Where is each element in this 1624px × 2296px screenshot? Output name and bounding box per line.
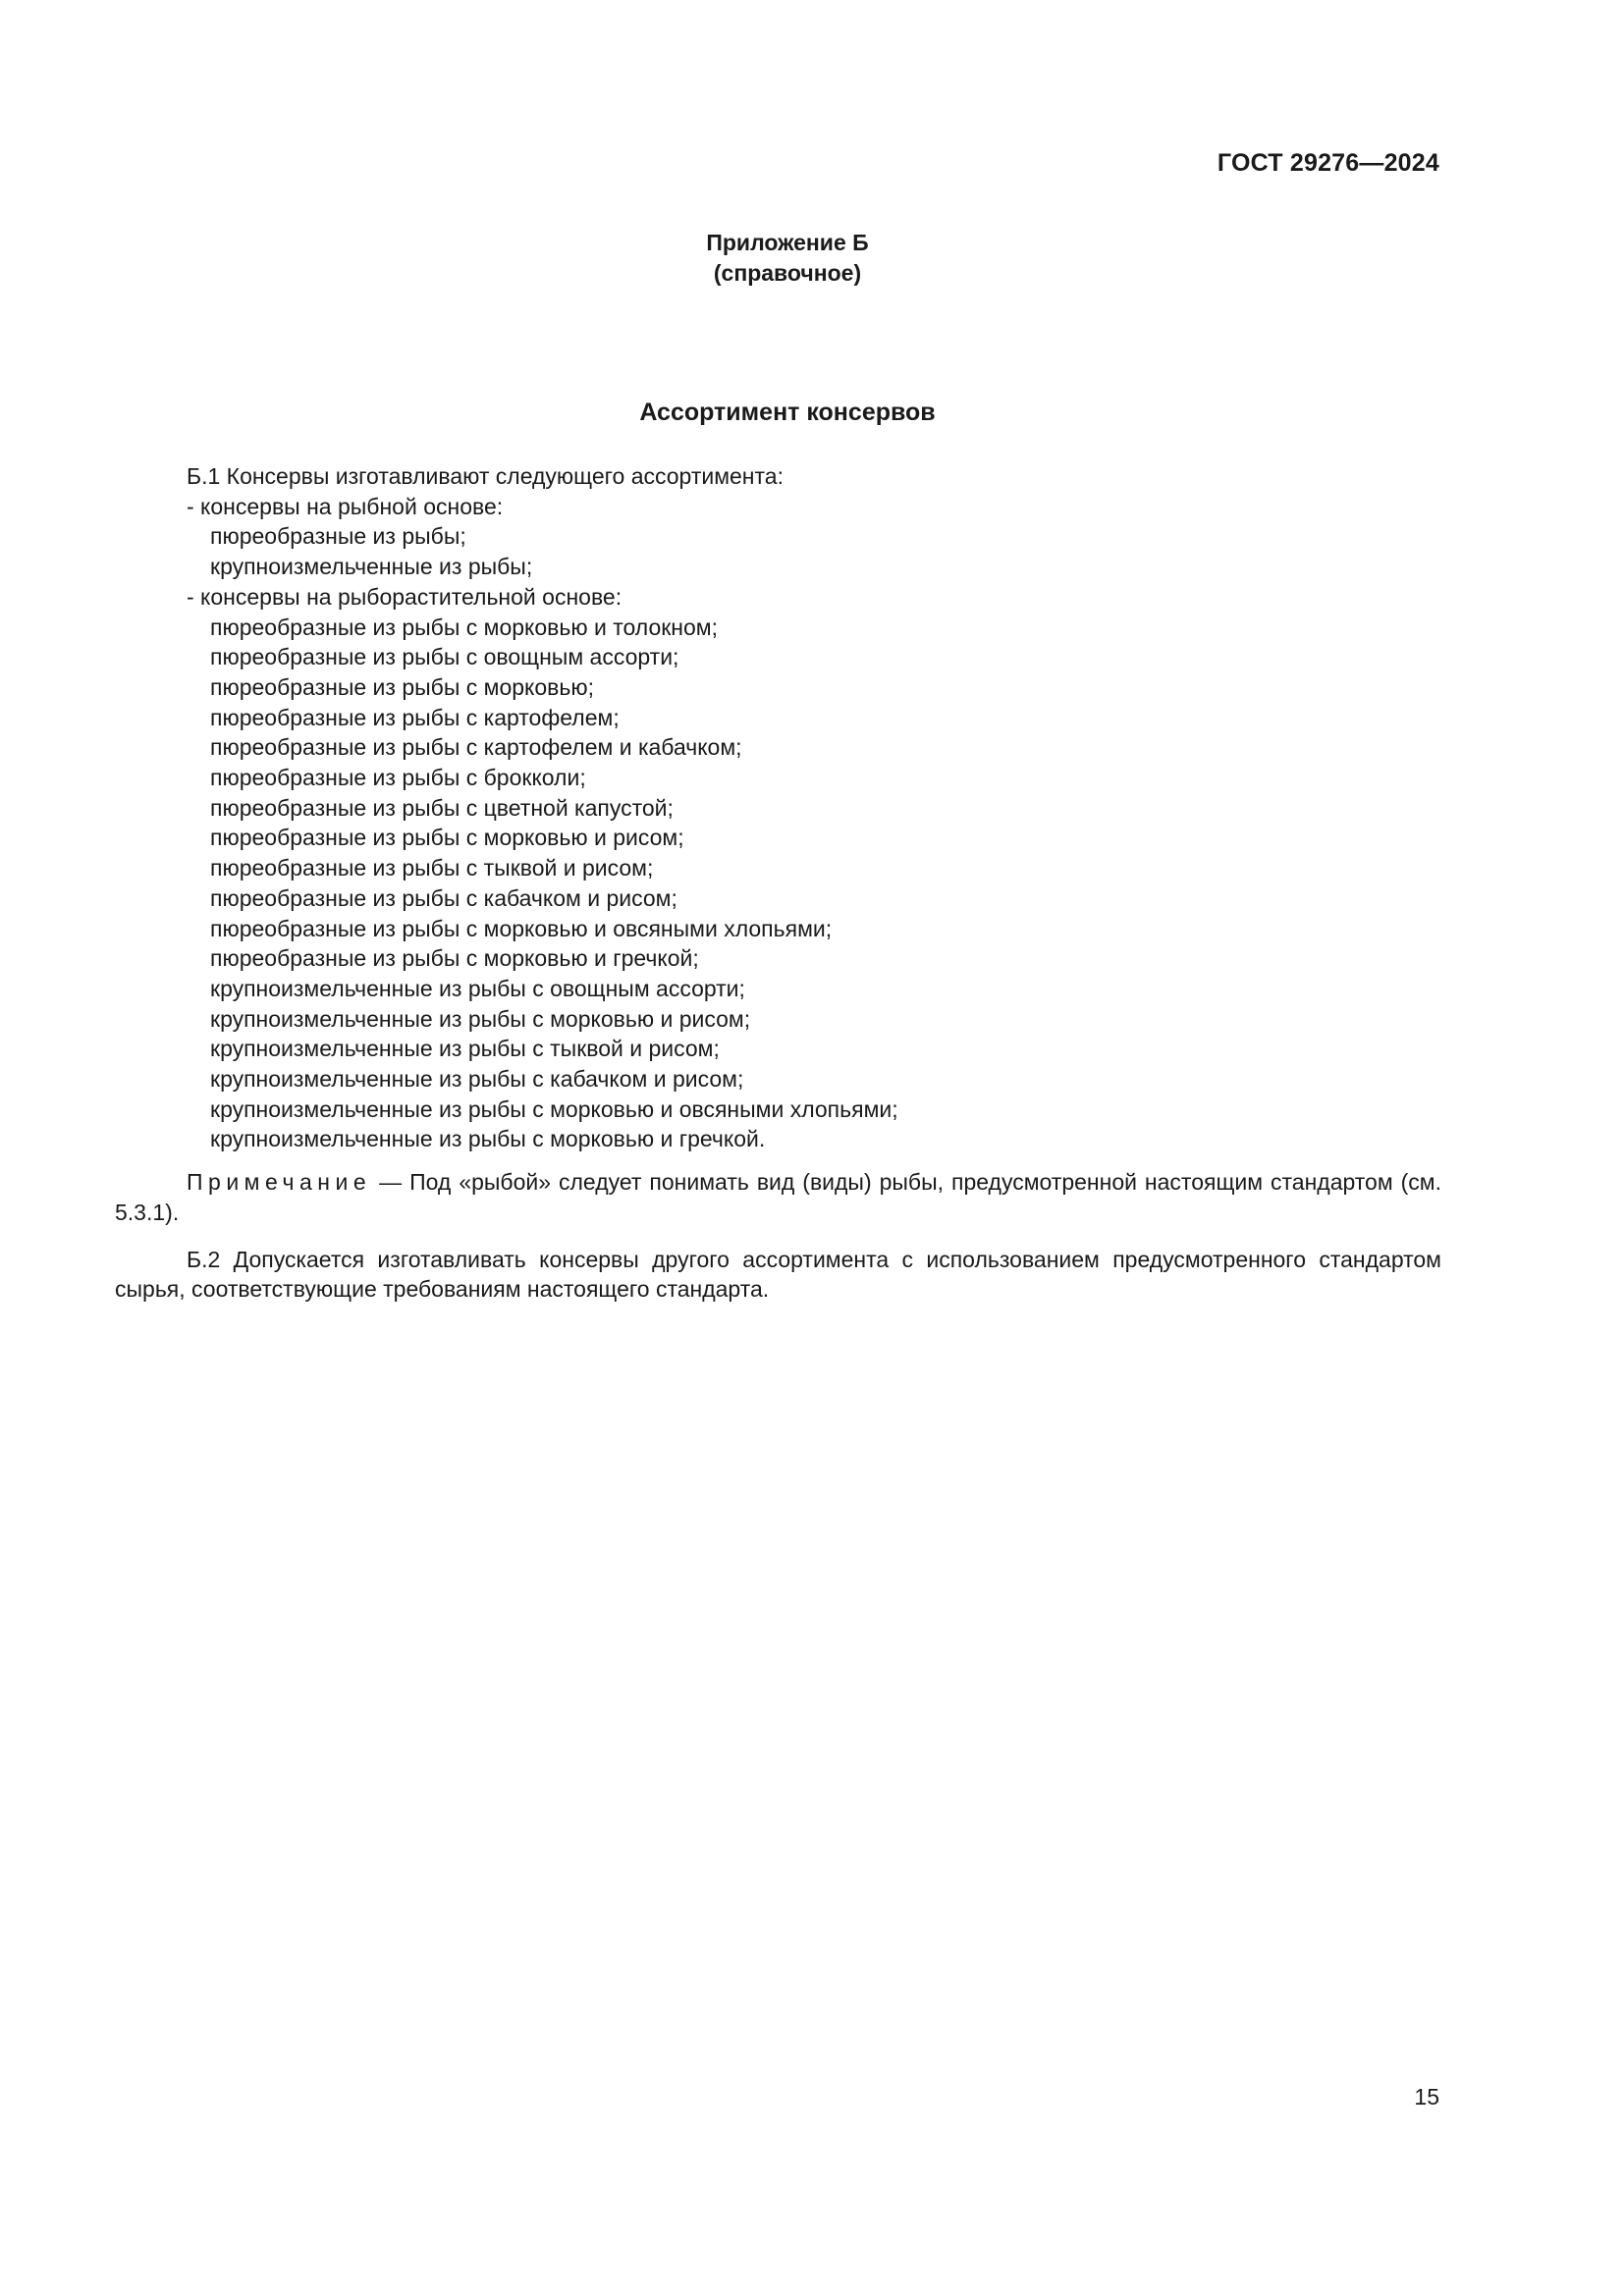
paragraph-b2: Б.2 Допускается изготавливать консервы другого ассортимента с использованием предусмотренного стандартом сырья, соответствующие требованиям настоящего стандарта. [115, 1246, 1441, 1303]
document-body [115, 461, 1441, 1305]
note-text: — Под «рыбой» следует понимать вид (виды) рыбы, предусмотренной настоящим стандартом (см. 5.3.1). [115, 1169, 1441, 1225]
list-group-label: - консервы на рыбной основе: [187, 493, 504, 519]
list-item: крупноизмельченные из рыбы с тыквой и рисом; [210, 1036, 720, 1062]
list-item: пюреобразные из рыбы с морковью и гречкой; [210, 945, 699, 972]
list-item: пюреобразные из рыбы с цветной капустой; [210, 794, 674, 821]
list-item: пюреобразные из рыбы с брокколи; [210, 765, 586, 791]
paragraph-b1-intro: Б.1 Консервы изготавливают следующего ассортимента: [187, 463, 784, 489]
list-group [115, 582, 1441, 1154]
list-item: крупноизмельченные из рыбы с морковью и овсяными хлопьями; [210, 1095, 898, 1122]
list-item: пюреобразные из рыбы с картофелем и кабачком; [210, 734, 742, 761]
list-item: крупноизмельченные из рыбы с овощным ассорти; [210, 975, 745, 1001]
list-item: пюреобразные из рыбы с морковью и рисом; [210, 825, 684, 851]
list-group [115, 492, 1441, 582]
list-item: пюреобразные из рыбы с овощным ассорти; [210, 644, 679, 670]
list-item: крупноизмельченные из рыбы с кабачком и рисом; [210, 1066, 744, 1093]
annex-heading [0, 228, 1575, 289]
list-item: пюреобразные из рыбы; [210, 523, 466, 550]
list-item: пюреобразные из рыбы с морковью; [210, 673, 594, 700]
list-item: пюреобразные из рыбы с тыквой и рисом; [210, 855, 654, 881]
note [115, 1167, 1441, 1227]
annex-subtitle: (справочное) [713, 260, 862, 286]
list-item: пюреобразные из рыбы с морковью и толокном; [210, 614, 719, 640]
list-item: крупноизмельченные из рыбы; [210, 554, 533, 580]
annex-title: Приложение Б [706, 230, 869, 255]
assortment-list [115, 492, 1441, 1154]
document-code: ГОСТ 29276—2024 [1217, 149, 1439, 177]
list-item: крупноизмельченные из рыбы с морковью и гречкой. [210, 1126, 766, 1152]
note-label: Примечание [187, 1169, 372, 1196]
list-group-label: - консервы на рыборастительной основе: [187, 583, 623, 610]
page-number: 15 [1414, 2084, 1439, 2109]
list-item: пюреобразные из рыбы с кабачком и рисом; [210, 884, 677, 911]
list-item: крупноизмельченные из рыбы с морковью и рисом; [210, 1005, 751, 1032]
list-item: пюреобразные из рыбы с морковью и овсяными хлопьями; [210, 915, 833, 941]
list-item: пюреобразные из рыбы с картофелем; [210, 704, 620, 730]
section-title: Ассортимент консервов [639, 399, 936, 426]
